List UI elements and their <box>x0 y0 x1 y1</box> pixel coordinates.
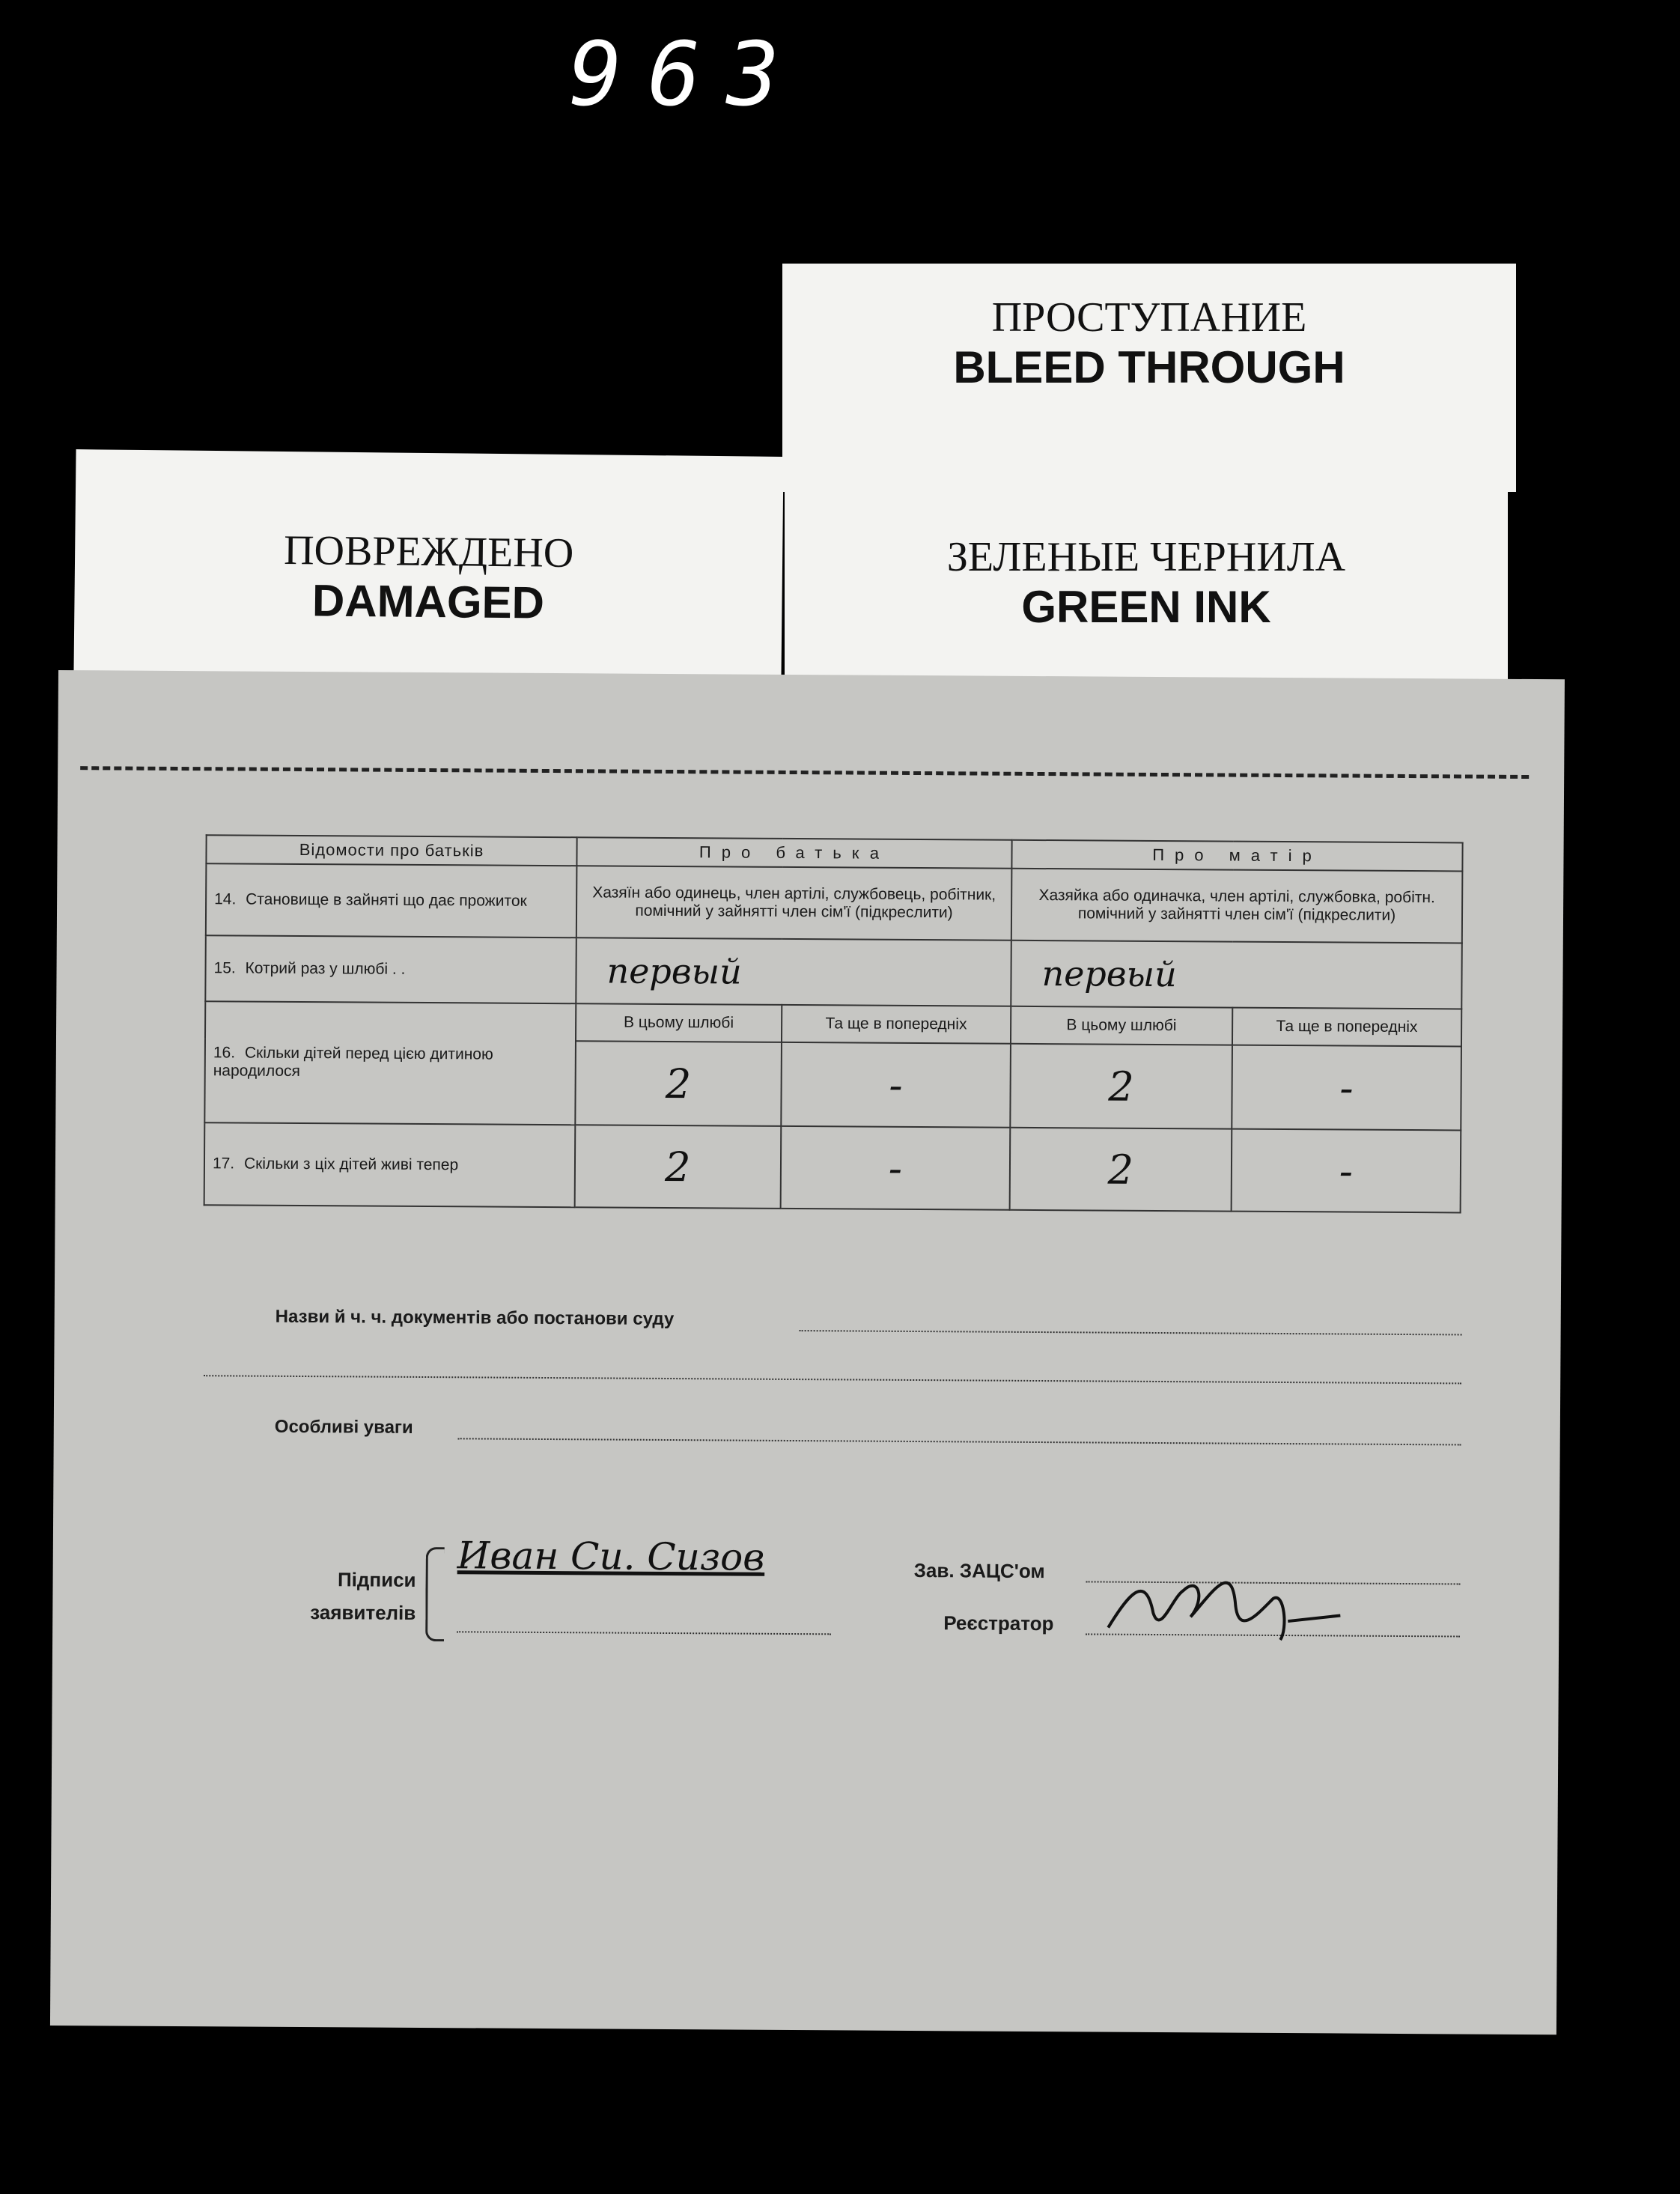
q17-mother-this: 2 <box>1010 1128 1232 1212</box>
documents-label: Назви й ч. ч. документів або постанови суду <box>275 1306 675 1330</box>
q16-question: 16. Скільки дітей перед цією дитиною народилося <box>204 1001 576 1125</box>
applicant-signature: Иван Си. Сизов <box>457 1534 765 1579</box>
subheader-mother-previous: Та ще в попередніх <box>1232 1008 1462 1047</box>
registrar-signature <box>1101 1546 1348 1652</box>
notes-label: Особливі уваги <box>274 1416 413 1438</box>
green-ink-label-en: GREEN INK <box>1021 582 1271 632</box>
frame-number: 963 <box>569 22 806 126</box>
table-row-q14 <box>206 863 1463 943</box>
perforation-line <box>80 766 1529 779</box>
q14-question: 14. Становище в зайняті що дає прожиток <box>206 863 577 938</box>
q17-mother-prev: - <box>1231 1129 1461 1213</box>
notes-line <box>458 1438 1461 1445</box>
documents-line-2 <box>204 1375 1461 1384</box>
header-parents-info: Відомости про батьків <box>206 835 576 866</box>
header-father: Про батька <box>576 837 1011 869</box>
bleed-through-handwriting <box>224 1734 234 1769</box>
applicants-signature-label: Підписи заявителів <box>310 1568 416 1624</box>
damaged-label-en: DAMAGED <box>311 575 545 628</box>
q16-father-this: 2 <box>575 1041 781 1126</box>
header-mother: Про матір <box>1011 840 1462 872</box>
table-subheader-row <box>205 1001 1461 1046</box>
parents-info-table <box>204 834 1464 1213</box>
registration-form-page <box>50 670 1565 2035</box>
damaged-label-ru: ПОВРЕЖДЕНО <box>283 526 574 577</box>
signature-brace <box>425 1547 445 1641</box>
subheader-father-previous: Та ще в попередніх <box>782 1005 1011 1044</box>
green-ink-label-ru: ЗЕЛЕНЫЕ ЧЕРНИЛА <box>946 534 1346 580</box>
q16-mother-prev: - <box>1232 1045 1461 1131</box>
bleed-through-label-ru: ПРОСТУПАНИЕ <box>991 294 1307 341</box>
green-ink-label-card <box>785 472 1508 681</box>
q14-father: Хазяїн або одинець, член артілі, службовець, робітник, помічний у зайнятті член сім'ї (підкреслити) <box>576 866 1012 940</box>
applicant-signature-line-2 <box>457 1631 831 1635</box>
q17-question: 17. Скільки з ціх дітей живі тепер <box>204 1122 576 1207</box>
q16-mother-this: 2 <box>1010 1044 1232 1129</box>
q17-father-this: 2 <box>575 1125 781 1209</box>
bleed-through-label-en: BLEED THROUGH <box>953 342 1345 392</box>
table-row-q17 <box>204 1122 1461 1212</box>
documents-line-1 <box>800 1330 1462 1335</box>
q15-mother: первый <box>1011 940 1462 1009</box>
subheader-father-this-marriage: В цьому шлюбі <box>576 1003 782 1042</box>
q15-father: первый <box>576 938 1011 1006</box>
q17-father-prev: - <box>780 1126 1010 1210</box>
table-row-q15 <box>205 935 1462 1009</box>
registrar-label: Реєстратор <box>943 1611 1054 1635</box>
head-label: Зав. ЗАЦС'ом <box>913 1559 1045 1583</box>
bleed-through-label-card <box>782 264 1516 492</box>
q16-father-prev: - <box>781 1042 1011 1128</box>
subheader-mother-this-marriage: В цьому шлюбі <box>1011 1006 1232 1045</box>
damaged-label-card <box>73 449 783 681</box>
q15-question: 15. Котрий раз у шлюбі . . <box>205 935 576 1003</box>
q14-mother: Хазяйка або одиначка, член артілі, службовка, робітн. помічний у зайнятті член сім'ї (підкреслити) <box>1011 869 1463 943</box>
